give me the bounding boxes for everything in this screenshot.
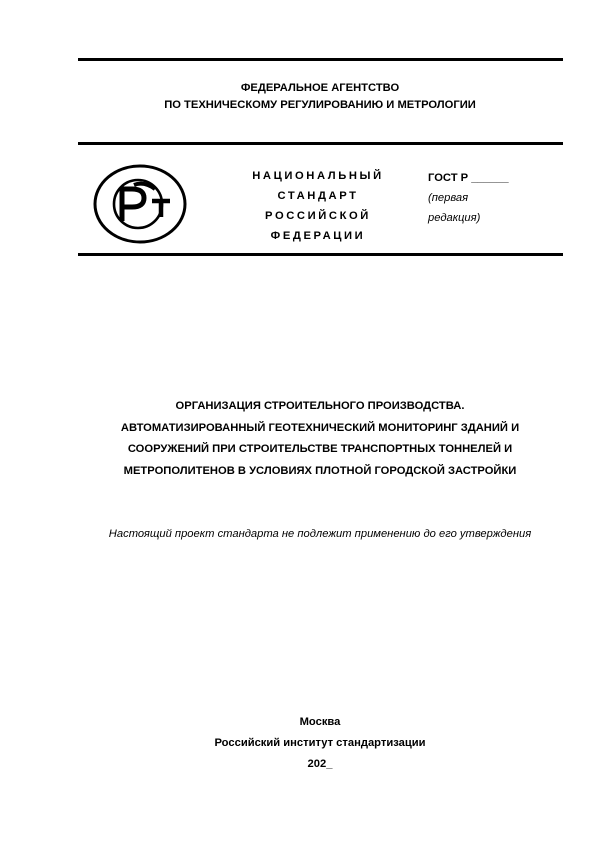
top-rule	[78, 58, 563, 61]
imprint	[120, 712, 520, 775]
national-standard-line-2: СТАНДАРТ	[277, 190, 359, 202]
document-title	[70, 396, 570, 482]
gost-r-logo-icon	[92, 163, 188, 245]
draft-note: Настоящий проект стандарта не подлежит применению до его утверждения	[108, 528, 532, 540]
agency-line-1: ФЕДЕРАЛЬНОЕ АГЕНТСТВО	[240, 82, 400, 94]
national-standard-line-4: ФЕДЕРАЦИИ	[270, 230, 366, 242]
bottom-rule	[78, 253, 563, 256]
title-line-4: МЕТРОПОЛИТЕНОВ В УСЛОВИЯХ ПЛОТНОЙ ГОРОДСКОЙ ЗАСТРОЙКИ	[123, 464, 517, 477]
edition-line-1: (первая	[428, 192, 469, 204]
middle-rule	[78, 142, 563, 145]
imprint-city: Москва	[299, 716, 341, 728]
agency-line-2: ПО ТЕХНИЧЕСКОМУ РЕГУЛИРОВАНИЮ И МЕТРОЛОГИИ	[164, 99, 476, 111]
title-line-3: СООРУЖЕНИЙ ПРИ СТРОИТЕЛЬСТВЕ ТРАНСПОРТНЫХ ТОННЕЛЕЙ И	[127, 443, 513, 455]
title-line-1: ОРГАНИЗАЦИЯ СТРОИТЕЛЬНОГО ПРОИЗВОДСТВА.	[175, 400, 465, 412]
title-line-2: АВТОМАТИЗИРОВАННЫЙ ГЕОТЕХНИЧЕСКИЙ МОНИТОРИНГ ЗДАНИЙ И	[120, 421, 520, 434]
imprint-year: 202_	[307, 758, 333, 770]
imprint-publisher: Российский институт стандартизации	[214, 737, 426, 749]
national-standard-line-1: НАЦИОНАЛЬНЫЙ	[252, 170, 384, 182]
national-standard-label	[238, 166, 398, 246]
edition-line-2: редакция)	[428, 212, 481, 224]
national-standard-line-3: РОССИЙСКОЙ	[265, 210, 371, 222]
gost-block	[428, 168, 558, 228]
agency-name	[80, 80, 560, 114]
gost-code: ГОСТ Р ______	[428, 172, 509, 184]
